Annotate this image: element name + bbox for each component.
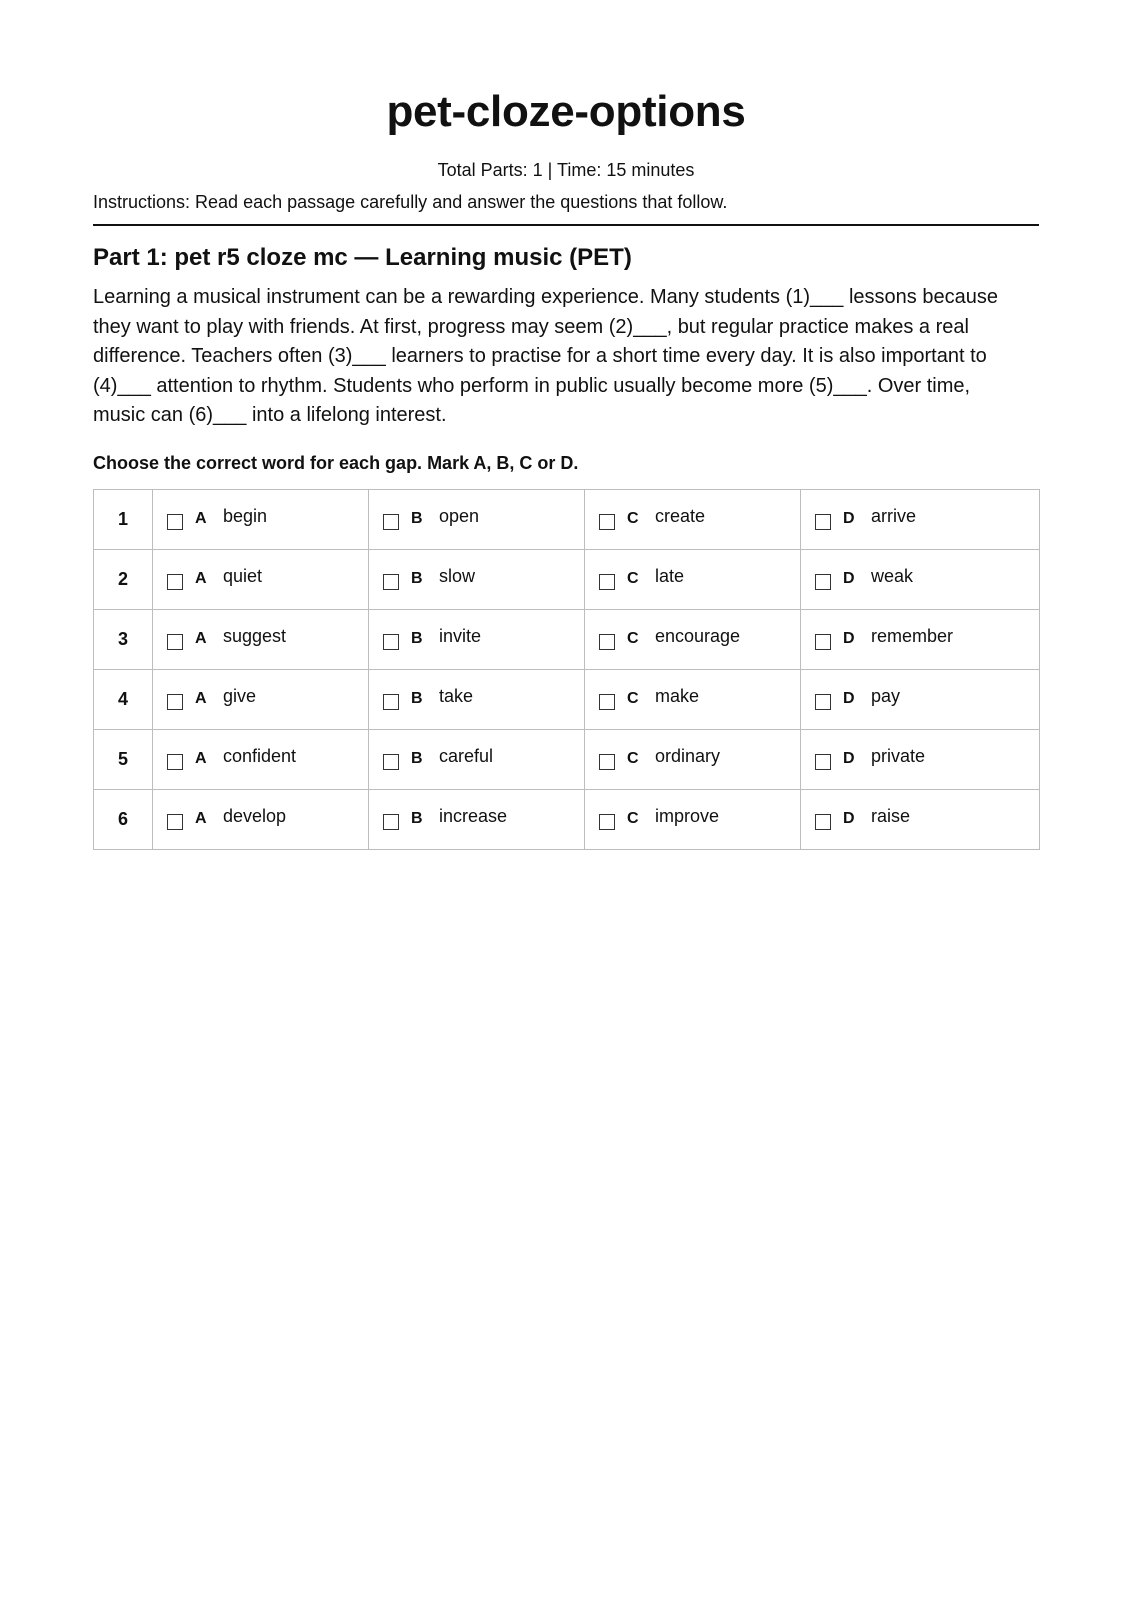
answer-option[interactable]: [369, 685, 584, 710]
option-word: careful: [439, 745, 494, 766]
option-cell: [369, 669, 585, 729]
option-cell: [369, 549, 585, 609]
document-meta: Total Parts: 1 | Time: 15 minutes: [437, 160, 695, 180]
option-word: make: [655, 685, 700, 706]
question-number: 5: [94, 729, 153, 789]
option-word: quiet: [223, 565, 263, 586]
option-cell: [801, 549, 1040, 609]
checkbox[interactable]: [599, 574, 615, 590]
option-letter: A: [195, 750, 207, 767]
checkbox[interactable]: [599, 754, 615, 770]
option-letter: C: [627, 750, 639, 767]
answer-option[interactable]: [801, 625, 1039, 650]
checkbox[interactable]: [383, 814, 399, 830]
answer-option[interactable]: [801, 745, 1039, 770]
option-letter: D: [843, 690, 855, 707]
checkbox[interactable]: [383, 754, 399, 770]
option-word: raise: [871, 805, 911, 826]
question-row: [94, 549, 1040, 609]
option-word: remember: [871, 625, 954, 646]
checkbox[interactable]: [815, 754, 831, 770]
answer-option[interactable]: [585, 565, 800, 590]
option-word: encourage: [655, 625, 741, 646]
checkbox[interactable]: [599, 694, 615, 710]
answer-option[interactable]: [585, 745, 800, 770]
option-letter: C: [627, 810, 639, 827]
checkbox[interactable]: [383, 694, 399, 710]
answer-option[interactable]: [369, 565, 584, 590]
answer-option[interactable]: [153, 805, 368, 830]
option-cell: [369, 729, 585, 789]
option-cell: [801, 609, 1040, 669]
option-word: create: [655, 505, 706, 526]
answer-option[interactable]: [801, 505, 1039, 530]
option-cell: [585, 489, 801, 549]
checkbox[interactable]: [815, 694, 831, 710]
option-letter: C: [627, 510, 639, 527]
answer-option[interactable]: [369, 625, 584, 650]
option-word: improve: [655, 805, 720, 826]
answer-options-body: [94, 489, 1040, 849]
option-cell: [585, 609, 801, 669]
answer-option[interactable]: [801, 685, 1039, 710]
checkbox[interactable]: [599, 514, 615, 530]
option-cell: [801, 489, 1040, 549]
answer-option[interactable]: [153, 685, 368, 710]
option-word: take: [439, 685, 474, 706]
part-title: Part 1: pet r5 cloze mc — Learning music (PET): [93, 244, 632, 271]
cloze-passage: Learning a musical instrument can be a rewarding experience. Many students (1)___ lessons because they want to play with friends. At first, progress may seem (2)___, but regular practice makes a real difference. Teachers often (3)___ learners to practise for a short time every day. It is also important to (4)___ attention to rhythm. Students who perform in public usually become more (5)___. Over time, music can (6)___ into a lifelong interest.: [93, 286, 998, 426]
option-word: begin: [223, 505, 268, 526]
answer-option[interactable]: [153, 625, 368, 650]
option-cell: [153, 609, 369, 669]
checkbox[interactable]: [167, 514, 183, 530]
option-letter: D: [843, 510, 855, 527]
option-word: weak: [871, 565, 914, 586]
checkbox[interactable]: [167, 814, 183, 830]
checkbox[interactable]: [383, 574, 399, 590]
answer-option[interactable]: [369, 745, 584, 770]
answer-option[interactable]: [585, 625, 800, 650]
option-word: pay: [871, 685, 901, 706]
option-cell: [801, 729, 1040, 789]
option-cell: [369, 789, 585, 849]
answer-option[interactable]: [801, 565, 1039, 590]
option-letter: A: [195, 570, 207, 587]
instructions: Instructions: Read each passage carefully and answer the questions that follow.: [93, 190, 1039, 226]
question-row: [94, 789, 1040, 849]
option-letter: D: [843, 750, 855, 767]
answer-option[interactable]: [153, 565, 368, 590]
answer-option[interactable]: [801, 805, 1039, 830]
option-word: suggest: [223, 625, 287, 646]
answer-option[interactable]: [369, 805, 584, 830]
option-letter: A: [195, 690, 207, 707]
option-letter: D: [843, 570, 855, 587]
answer-option[interactable]: [153, 745, 368, 770]
question-number: 1: [94, 489, 153, 549]
answer-option[interactable]: [585, 805, 800, 830]
option-word: private: [871, 745, 926, 766]
question-row: [94, 609, 1040, 669]
question-number: 6: [94, 789, 153, 849]
option-cell: [153, 669, 369, 729]
option-letter: C: [627, 630, 639, 647]
option-cell: [801, 669, 1040, 729]
checkbox[interactable]: [383, 634, 399, 650]
question-row: [94, 729, 1040, 789]
option-letter: C: [627, 690, 639, 707]
option-letter: D: [843, 630, 855, 647]
answer-options-table: [93, 489, 1040, 850]
option-cell: [585, 669, 801, 729]
option-word: ordinary: [655, 745, 721, 766]
question-number: 3: [94, 609, 153, 669]
option-cell: [801, 789, 1040, 849]
option-letter: A: [195, 630, 207, 647]
option-word: open: [439, 505, 480, 526]
answer-option[interactable]: [585, 685, 800, 710]
checkbox[interactable]: [815, 814, 831, 830]
checkbox[interactable]: [815, 574, 831, 590]
option-cell: [153, 549, 369, 609]
option-cell: [153, 489, 369, 549]
option-word: invite: [439, 625, 482, 646]
checkbox[interactable]: [815, 514, 831, 530]
option-word: increase: [439, 805, 508, 826]
option-letter: B: [411, 690, 423, 707]
option-letter: B: [411, 630, 423, 647]
option-cell: [585, 549, 801, 609]
question-number: 2: [94, 549, 153, 609]
checkbox[interactable]: [167, 754, 183, 770]
option-word: arrive: [871, 505, 917, 526]
option-cell: [585, 729, 801, 789]
answer-option[interactable]: [585, 505, 800, 530]
option-letter: B: [411, 570, 423, 587]
option-letter: C: [627, 570, 639, 587]
option-word: develop: [223, 805, 287, 826]
question-row: [94, 669, 1040, 729]
option-word: give: [223, 685, 257, 706]
option-letter: D: [843, 810, 855, 827]
option-word: late: [655, 565, 685, 586]
option-letter: B: [411, 750, 423, 767]
option-cell: [585, 789, 801, 849]
question-number: 4: [94, 669, 153, 729]
question-row: [94, 489, 1040, 549]
option-cell: [153, 729, 369, 789]
option-letter: B: [411, 810, 423, 827]
option-cell: [369, 609, 585, 669]
option-letter: A: [195, 510, 207, 527]
task-instruction: Choose the correct word for each gap. Mark A, B, C or D.: [93, 452, 579, 473]
checkbox[interactable]: [815, 634, 831, 650]
checkbox[interactable]: [167, 634, 183, 650]
checkbox[interactable]: [383, 514, 399, 530]
option-letter: B: [411, 510, 423, 527]
checkbox[interactable]: [599, 814, 615, 830]
document-title: pet-cloze-options: [386, 87, 746, 136]
checkbox[interactable]: [167, 694, 183, 710]
checkbox[interactable]: [167, 574, 183, 590]
option-word: slow: [439, 565, 476, 586]
option-cell: [369, 489, 585, 549]
checkbox[interactable]: [599, 634, 615, 650]
option-word: confident: [223, 745, 297, 766]
option-letter: A: [195, 810, 207, 827]
answer-option[interactable]: [153, 505, 368, 530]
answer-option[interactable]: [369, 505, 584, 530]
option-cell: [153, 789, 369, 849]
